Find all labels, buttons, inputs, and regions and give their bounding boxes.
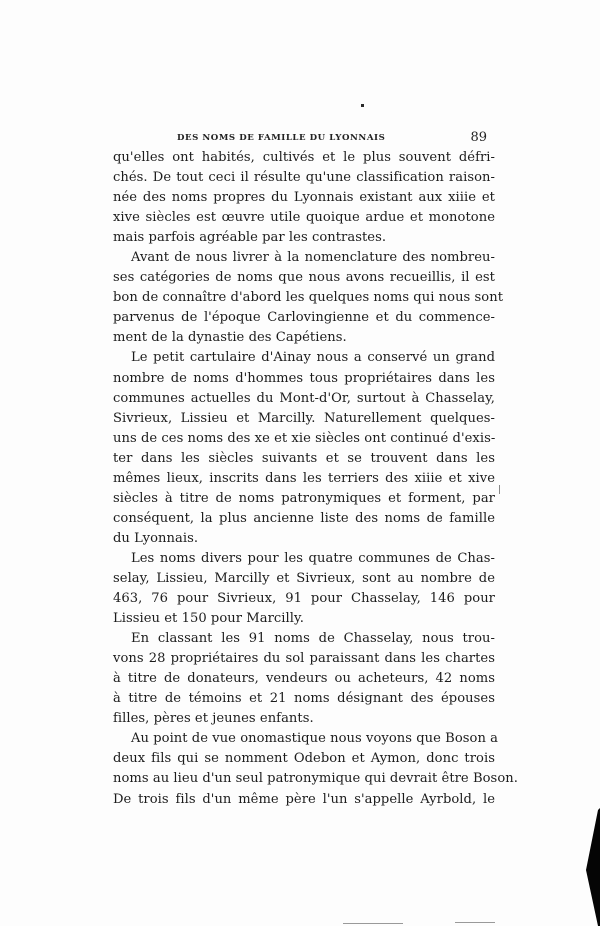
text-line: xive siècles est œuvre utile quoique ardue et monotone <box>113 210 495 226</box>
text-line: En classant les 91 noms de Chasselay, nous trou- <box>131 631 495 647</box>
text-line: ses catégories de noms que nous avons recueillis, il est <box>113 270 495 286</box>
text-line: qu'elles ont habités, cultivés et le plus souvent défri- <box>113 150 495 165</box>
text-line: Les noms divers pour les quatre communes de Chas- <box>131 550 495 566</box>
text-line: Avant de nous livrer à la nomenclature des nombreu- <box>131 250 495 266</box>
text-line: à titre de donateurs, vendeurs ou acheteurs, 42 noms <box>113 671 495 687</box>
text-line: siècles à titre de noms patronymiques et forment, par <box>113 490 495 506</box>
text-line: née des noms propres du Lyonnais existant aux xiiie et <box>113 190 495 206</box>
text-line: parvenus de l'époque Carlovingienne et du commence- <box>113 310 495 326</box>
text-line: vons 28 propriétaires du sol paraissant dans les chartes <box>113 651 495 667</box>
text-line: selay, Lissieu, Marcilly et Sivrieux, sont au nombre de <box>113 570 495 586</box>
text-line: à titre de témoins et 21 noms désignant des épouses <box>113 691 495 707</box>
running-header <box>113 130 495 148</box>
page-edge-shadow-icon <box>584 808 600 928</box>
ink-speck <box>361 104 364 107</box>
margin-mark <box>499 485 500 494</box>
text-line: ment de la dynastie des Capétiens. <box>113 330 347 346</box>
text-line: chés. De tout ceci il résulte qu'une classification raison- <box>113 170 495 186</box>
page-number: 89 <box>470 130 487 145</box>
body-text <box>113 148 518 810</box>
text-line: mais parfois agréable par les contrastes. <box>113 230 387 246</box>
running-title: DES NOMS DE FAMILLE DU LYONNAIS <box>177 133 386 143</box>
text-line: bon de connaître d'abord les quelques noms qui nous sont <box>113 290 504 306</box>
text-line: du Lyonnais. <box>113 530 199 546</box>
text-line: Le petit cartulaire d'Ainay nous a conservé un grand <box>131 350 495 366</box>
text-line: mêmes lieux, inscrits dans les terriers des xiiie et xive <box>113 470 495 486</box>
text-line: communes actuelles du Mont-d'Or, surtout à Chasselay, <box>113 390 495 406</box>
text-line: De trois fils d'un même père l'un s'appelle Ayrbold, le <box>113 791 495 807</box>
scan-artifact-line <box>455 922 495 923</box>
text-line: deux fils qui se nomment Odebon et Aymon, donc trois <box>113 751 495 767</box>
text-line: nombre de noms d'hommes tous propriétaires dans les <box>113 370 495 386</box>
scan-artifact-line <box>343 923 403 924</box>
text-line: Au point de vue onomastique nous voyons que Boson a <box>131 731 499 747</box>
text-line: filles, pères et jeunes enfants. <box>113 711 314 727</box>
text-line: 463, 76 pour Sivrieux, 91 pour Chasselay, 146 pour <box>113 591 495 607</box>
text-line: ter dans les siècles suivants et se trouvent dans les <box>113 450 495 466</box>
text-line: noms au lieu d'un seul patronymique qui devrait être Boson. <box>113 771 518 787</box>
text-line: Sivrieux, Lissieu et Marcilly. Naturellement quelques- <box>113 410 495 426</box>
text-line: Lissieu et 150 pour Marcilly. <box>113 611 304 627</box>
text-line: uns de ces noms des xe et xie siècles ont continué d'exis- <box>113 430 496 446</box>
text-line: conséquent, la plus ancienne liste des noms de famille <box>113 510 495 526</box>
